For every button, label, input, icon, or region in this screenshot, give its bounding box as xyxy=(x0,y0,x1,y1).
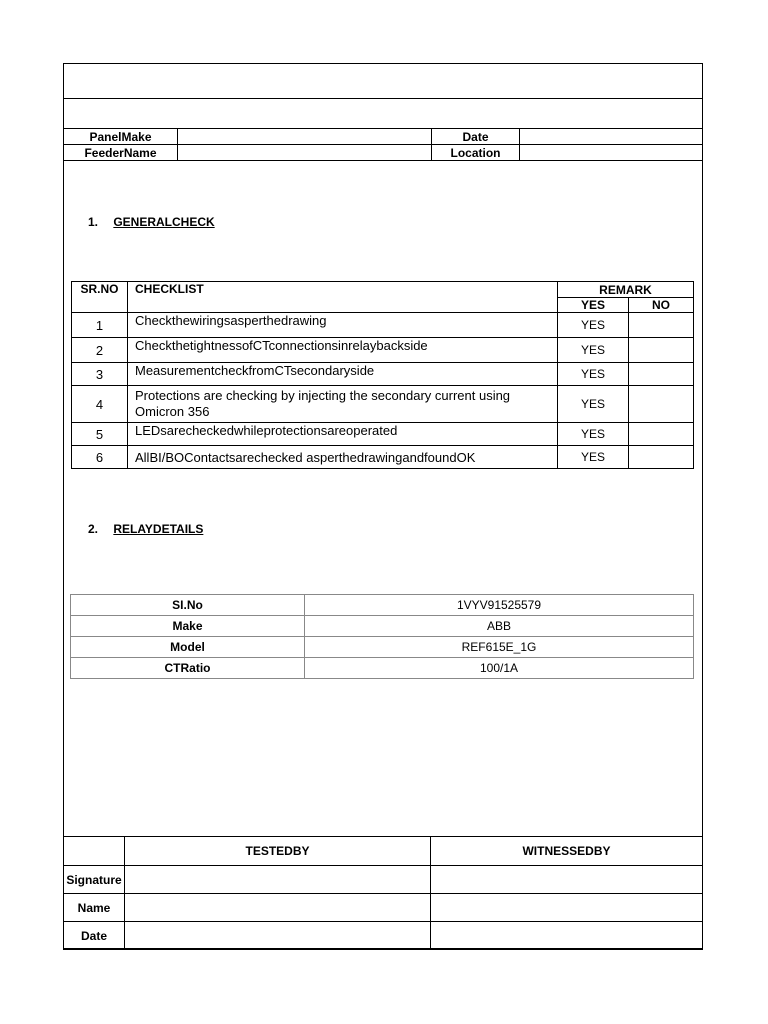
witnessed-by-header: WITNESSEDBY xyxy=(431,837,703,866)
relay-value: 100/1A xyxy=(305,658,694,679)
checklist-row xyxy=(72,446,694,469)
relay-value: REF615E_1G xyxy=(305,637,694,658)
form-frame xyxy=(63,63,703,949)
col-yes: YES xyxy=(558,298,629,313)
relay-label: Model xyxy=(71,637,305,658)
relay-row xyxy=(71,658,694,679)
relay-row xyxy=(71,637,694,658)
relay-row xyxy=(71,595,694,616)
witnessed-by-name[interactable] xyxy=(431,894,703,922)
signoff-table xyxy=(63,836,703,950)
panel-make-value[interactable] xyxy=(178,129,432,145)
tested-by-name[interactable] xyxy=(125,894,431,922)
col-srno: SR.NO xyxy=(72,282,128,313)
col-checklist: CHECKLIST xyxy=(128,282,558,313)
row-yes: YES xyxy=(558,423,629,446)
location-value[interactable] xyxy=(520,145,703,161)
feeder-name-label: FeederName xyxy=(64,145,178,161)
tested-by-signature[interactable] xyxy=(125,866,431,894)
row-sr: 2 xyxy=(72,338,128,363)
signoff-corner xyxy=(64,837,125,866)
row-no[interactable] xyxy=(629,313,694,338)
row-no[interactable] xyxy=(629,446,694,469)
row-sr: 1 xyxy=(72,313,128,338)
relay-value: ABB xyxy=(305,616,694,637)
section-title: GENERALCHECK xyxy=(113,215,215,229)
name-label: Name xyxy=(64,894,125,922)
row-yes: YES xyxy=(558,338,629,363)
row-sr: 3 xyxy=(72,363,128,386)
row-item: Protections are checking by injecting the secondary current using Omicron 356 xyxy=(128,386,558,423)
relay-label: CTRatio xyxy=(71,658,305,679)
date-value[interactable] xyxy=(520,129,703,145)
date-label: Date xyxy=(64,922,125,950)
row-item: Checkthewiringsasperthedrawing xyxy=(128,313,558,338)
row-no[interactable] xyxy=(629,386,694,423)
signoff-row xyxy=(64,922,703,950)
relay-row xyxy=(71,616,694,637)
section-number: 2. xyxy=(88,522,99,536)
relay-label: Make xyxy=(71,616,305,637)
feeder-name-value[interactable] xyxy=(178,145,432,161)
row-yes: YES xyxy=(558,363,629,386)
divider xyxy=(64,98,702,99)
row-sr: 4 xyxy=(72,386,128,423)
checklist-row xyxy=(72,386,694,423)
tested-by-date[interactable] xyxy=(125,922,431,950)
signoff-row xyxy=(64,866,703,894)
checklist-row xyxy=(72,423,694,446)
checklist-row xyxy=(72,313,694,338)
relay-label: SI.No xyxy=(71,595,305,616)
col-remark: REMARK xyxy=(558,282,694,298)
panel-make-label: PanelMake xyxy=(64,129,178,145)
row-sr: 6 xyxy=(72,446,128,469)
location-label: Location xyxy=(432,145,520,161)
signature-label: Signature xyxy=(64,866,125,894)
row-item: AllBI/BOContactsarechecked asperthedrawingandfoundOK xyxy=(128,446,558,469)
checklist-row xyxy=(72,363,694,386)
row-sr: 5 xyxy=(72,423,128,446)
row-no[interactable] xyxy=(629,423,694,446)
section-number: 1. xyxy=(88,215,99,229)
row-no[interactable] xyxy=(629,363,694,386)
relay-details-table xyxy=(70,594,694,679)
relay-value: 1VYV91525579 xyxy=(305,595,694,616)
relay-details-heading xyxy=(88,522,203,536)
signoff-row xyxy=(64,894,703,922)
row-yes: YES xyxy=(558,313,629,338)
row-no[interactable] xyxy=(629,338,694,363)
header-table xyxy=(63,128,703,161)
date-label: Date xyxy=(432,129,520,145)
section-title: RELAYDETAILS xyxy=(113,522,204,536)
row-yes: YES xyxy=(558,386,629,423)
row-item: CheckthetightnessofCTconnectionsinrelaybackside xyxy=(128,338,558,363)
checklist-table xyxy=(71,281,694,469)
witnessed-by-date[interactable] xyxy=(431,922,703,950)
col-no: NO xyxy=(629,298,694,313)
tested-by-header: TESTEDBY xyxy=(125,837,431,866)
row-item: LEDsarecheckedwhileprotectionsareoperated xyxy=(128,423,558,446)
row-yes: YES xyxy=(558,446,629,469)
row-item: MeasurementcheckfromCTsecondaryside xyxy=(128,363,558,386)
witnessed-by-signature[interactable] xyxy=(431,866,703,894)
general-check-heading xyxy=(88,215,215,229)
checklist-row xyxy=(72,338,694,363)
